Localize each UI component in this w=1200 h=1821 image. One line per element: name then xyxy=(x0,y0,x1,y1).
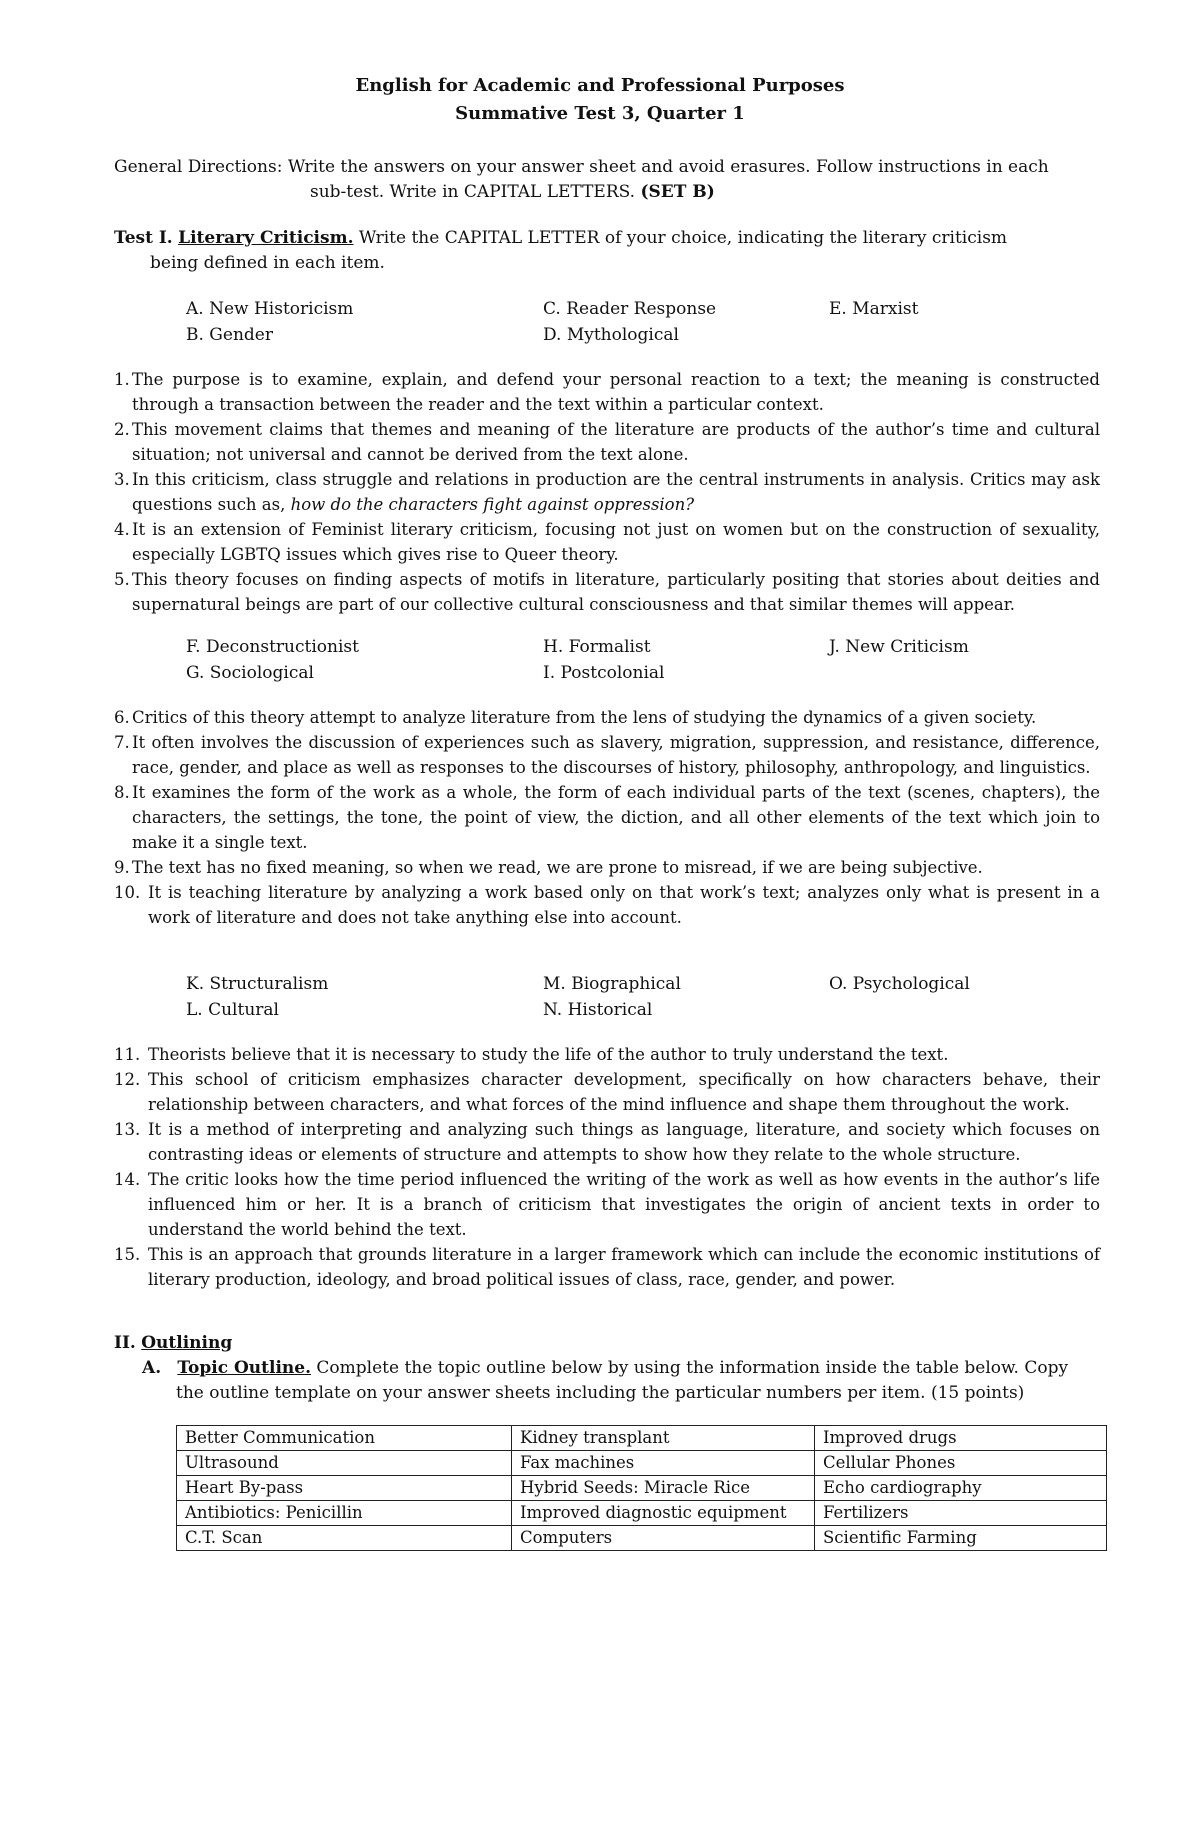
table-cell: Ultrasound xyxy=(177,1451,512,1476)
choice-n: N. Historical xyxy=(543,1000,653,1020)
choice-group-3 xyxy=(186,972,1086,1024)
choice-a: A. New Historicism xyxy=(186,299,354,319)
choice-row xyxy=(186,998,1086,1024)
choice-d: D. Mythological xyxy=(543,325,679,345)
directions-line-1: General Directions: Write the answers on your answer sheet and avoid erasures. Follow instructions in each xyxy=(114,157,1049,177)
choice-group-1 xyxy=(186,297,1086,349)
table-row xyxy=(177,1451,1107,1476)
item-number: 4. xyxy=(114,520,130,539)
item-number: 8. xyxy=(114,783,130,802)
choice-l: L. Cultural xyxy=(186,1000,279,1020)
item-text: This theory focuses on finding aspects of motifs in literature, particularly positing that stories about deities and supernatural beings are part of our collective cultural consciousness and that similar themes will appear. xyxy=(132,570,1100,614)
sub-label: A. xyxy=(142,1358,162,1378)
choice-c: C. Reader Response xyxy=(543,299,717,319)
item-number: 2. xyxy=(114,420,130,439)
table-cell: Fertilizers xyxy=(815,1501,1107,1526)
question-item-2 xyxy=(114,417,1100,467)
test-2-label: II. xyxy=(114,1333,136,1353)
table-cell: Computers xyxy=(512,1526,815,1551)
topic-outline-instruction-2: the outline template on your answer sheets including the particular numbers per item. (15 points) xyxy=(176,1383,1025,1403)
choice-e: E. Marxist xyxy=(829,299,919,319)
items-1-5 xyxy=(114,367,1100,617)
choice-b: B. Gender xyxy=(186,325,273,345)
item-text: It is teaching literature by analyzing a work based only on that work’s text; analyzes only what is present in a work of literature and does not take anything else into account. xyxy=(148,883,1100,927)
question-item-1 xyxy=(114,367,1100,417)
table-cell: C.T. Scan xyxy=(177,1526,512,1551)
topics-table xyxy=(176,1425,1107,1551)
table-cell: Heart By-pass xyxy=(177,1476,512,1501)
topic-outline-line-1 xyxy=(114,1356,1100,1381)
question-item-13 xyxy=(114,1117,1100,1167)
test-1-name: Literary Criticism. xyxy=(178,228,354,248)
item-number: 5. xyxy=(114,570,130,589)
item-number: 11. xyxy=(114,1045,141,1064)
test-2-name: Outlining xyxy=(141,1333,233,1353)
item-number: 1. xyxy=(114,370,130,389)
question-item-6 xyxy=(114,705,1100,730)
choice-row xyxy=(186,323,1086,349)
choice-f: F. Deconstructionist xyxy=(186,637,359,657)
test-2-heading xyxy=(114,1331,1100,1406)
item-number: 10. xyxy=(114,883,141,902)
choice-row xyxy=(186,297,1086,323)
choice-m: M. Biographical xyxy=(543,974,681,994)
item-number: 9. xyxy=(114,858,130,877)
table-cell: Fax machines xyxy=(512,1451,815,1476)
choice-row xyxy=(186,972,1086,998)
test-subtitle: Summative Test 3, Quarter 1 xyxy=(455,103,745,124)
choice-i: I. Postcolonial xyxy=(543,663,665,683)
choice-o: O. Psychological xyxy=(829,974,970,994)
item-text: Critics of this theory attempt to analyze literature from the lens of studying the dynamics of a given society. xyxy=(132,708,1037,727)
item-text: The text has no fixed meaning, so when we read, we are prone to misread, if we are being subjective. xyxy=(132,858,983,877)
items-6-10 xyxy=(114,705,1100,930)
items-11-15 xyxy=(114,1042,1100,1292)
item-number: 6. xyxy=(114,708,130,727)
table-cell: Antibiotics: Penicillin xyxy=(177,1501,512,1526)
item-text: Theorists believe that it is necessary to study the life of the author to truly understand the text. xyxy=(148,1045,949,1064)
question-item-4 xyxy=(114,517,1100,567)
item-number: 13. xyxy=(114,1120,141,1139)
choice-k: K. Structuralism xyxy=(186,974,329,994)
table-cell: Improved diagnostic equipment xyxy=(512,1501,815,1526)
table-cell: Scientific Farming xyxy=(815,1526,1107,1551)
choice-row xyxy=(186,661,1086,687)
question-item-15 xyxy=(114,1242,1100,1292)
table-row xyxy=(177,1526,1107,1551)
question-item-14 xyxy=(114,1167,1100,1242)
test-1-heading xyxy=(114,226,1100,276)
question-item-5 xyxy=(114,567,1100,617)
item-text: This is an approach that grounds literature in a larger framework which can include the economic institutions of literary production, ideology, and broad political issues of class, race, gender, and power. xyxy=(148,1245,1100,1289)
document-title xyxy=(0,72,1200,128)
question-item-7 xyxy=(114,730,1100,780)
table-cell: Echo cardiography xyxy=(815,1476,1107,1501)
course-title: English for Academic and Professional Purposes xyxy=(355,75,845,96)
item-text: This movement claims that themes and meaning of the literature are products of the author’s time and cultural situation; not universal and cannot be derived from the text alone. xyxy=(132,420,1100,464)
question-item-8 xyxy=(114,780,1100,855)
directions-line-2 xyxy=(114,180,1100,205)
item-text: In this criticism, class struggle and relations in production are the central instruments in analysis. Critics may ask questions such as, xyxy=(132,470,1100,514)
item-number: 7. xyxy=(114,733,130,752)
table-cell: Improved drugs xyxy=(815,1426,1107,1451)
item-text: This school of criticism emphasizes character development, specifically on how characters behave, their relationship between characters, and what forces of the mind influence and shape them throughout the work. xyxy=(148,1070,1100,1114)
item-number: 12. xyxy=(114,1070,141,1089)
table-cell: Cellular Phones xyxy=(815,1451,1107,1476)
item-italic-question: how do the characters fight against oppression? xyxy=(290,495,695,514)
item-text: It is an extension of Feminist literary criticism, focusing not just on women but on the construction of sexuality, especially LGBTQ issues which gives rise to Queer theory. xyxy=(132,520,1100,564)
item-text: The purpose is to examine, explain, and defend your personal reaction to a text; the meaning is constructed through a transaction between the reader and the text within a particular context. xyxy=(132,370,1100,414)
choice-group-2 xyxy=(186,635,1086,687)
general-directions xyxy=(114,155,1100,205)
table-row xyxy=(177,1476,1107,1501)
question-item-11 xyxy=(114,1042,1100,1067)
topic-outline-instruction-1: Complete the topic outline below by using the information inside the table below. Copy xyxy=(311,1358,1069,1378)
topic-outline-name: Topic Outline. xyxy=(177,1358,312,1378)
table-cell: Better Communication xyxy=(177,1426,512,1451)
test-1-label: Test I. xyxy=(114,228,173,248)
item-number: 15. xyxy=(114,1245,141,1264)
directions-text: sub-test. Write in CAPITAL LETTERS. xyxy=(310,182,636,202)
question-item-9 xyxy=(114,855,1100,880)
table-row xyxy=(177,1501,1107,1526)
item-text: It often involves the discussion of experiences such as slavery, migration, suppression, and resistance, difference, race, gender, and place as well as responses to the discourses of history, philosophy, anthropology, and linguistics. xyxy=(132,733,1100,777)
item-text: It examines the form of the work as a whole, the form of each individual parts of the text (scenes, chapters), the characters, the settings, the tone, the point of view, the diction, and all other elements of the text which join to make it a single text. xyxy=(132,783,1100,852)
table-cell: Kidney transplant xyxy=(512,1426,815,1451)
choice-h: H. Formalist xyxy=(543,637,651,657)
question-item-10 xyxy=(114,880,1100,930)
test-1-instruction-1: Write the CAPITAL LETTER of your choice, indicating the literary criticism xyxy=(353,228,1008,248)
question-item-3 xyxy=(114,467,1100,517)
set-label: (SET B) xyxy=(640,182,715,202)
table-cell: Hybrid Seeds: Miracle Rice xyxy=(512,1476,815,1501)
choice-j: J. New Criticism xyxy=(829,637,969,657)
item-number: 3. xyxy=(114,470,130,489)
table-row xyxy=(177,1426,1107,1451)
question-item-12 xyxy=(114,1067,1100,1117)
test-2-title xyxy=(114,1331,1100,1356)
item-number: 14. xyxy=(114,1170,141,1189)
item-text: The critic looks how the time period influenced the writing of the work as well as how events in the author’s life influenced him or her. It is a branch of criticism that investigates the origin of ancient texts in order to understand the world behind the text. xyxy=(148,1170,1100,1239)
test-1-line-1 xyxy=(114,226,1100,251)
item-text: It is a method of interpreting and analyzing such things as language, literature, and society which focuses on contrasting ideas or elements of structure and attempts to show how they relate to the whole structure. xyxy=(148,1120,1100,1164)
choice-row xyxy=(186,635,1086,661)
choice-g: G. Sociological xyxy=(186,663,314,683)
test-1-instruction-2: being defined in each item. xyxy=(150,253,385,273)
